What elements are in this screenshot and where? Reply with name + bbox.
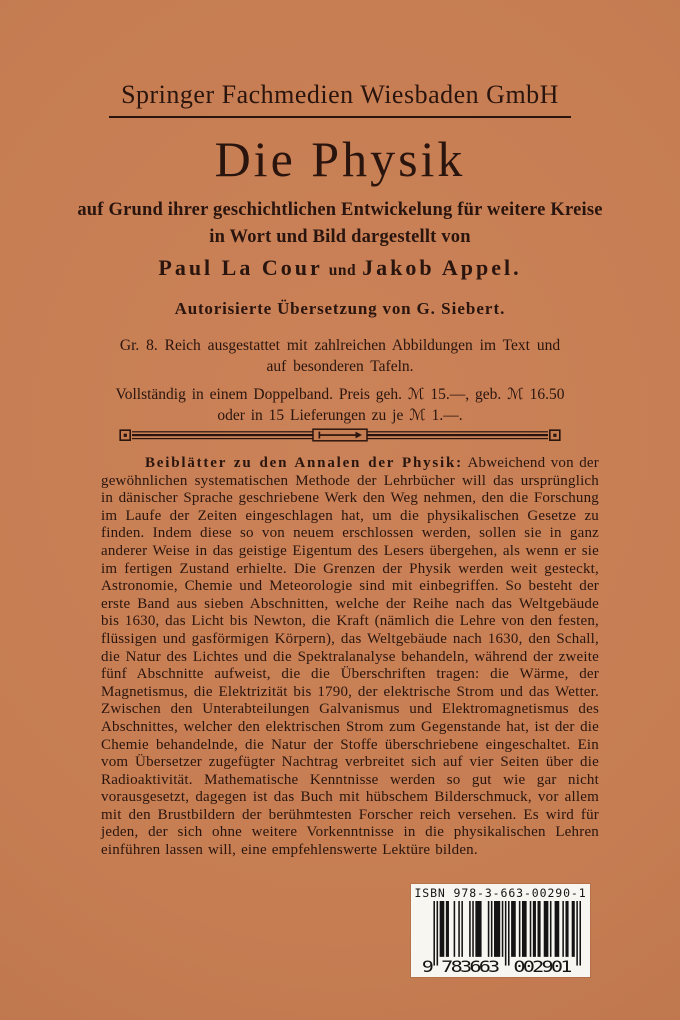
publisher-header xyxy=(0,80,680,118)
subtitle-line-2: in Wort und Bild dargestellt von xyxy=(209,227,471,247)
author-2: Jakob Appel. xyxy=(362,255,522,280)
mark-currency-symbol: ℳ xyxy=(407,385,425,403)
isbn-barcode xyxy=(411,884,590,977)
edition-note-line-1: Gr. 8. Reich ausgestattet mit zahlreichen Abbildungen im Text und xyxy=(119,337,561,354)
ean13-bars-icon xyxy=(411,901,590,973)
edition-note-line-2: auf besonderen Tafeln. xyxy=(266,358,414,375)
edition-note xyxy=(0,335,680,377)
svg-text:002901: 002901 xyxy=(512,957,572,973)
mark-currency-symbol: ℳ xyxy=(507,385,524,403)
review-paragraph xyxy=(101,455,599,860)
isbn-number: ISBN 978-3-663-00290-1 xyxy=(414,886,587,900)
author-1: Paul La Cour xyxy=(158,255,323,280)
authors-conjunction: und xyxy=(328,262,357,279)
authors-line xyxy=(0,255,680,281)
translator-name: G. Siebert. xyxy=(416,299,506,318)
price-note-line-1: Vollständig in einem Doppelband. Preis geh. ℳ 15.—, geb. ℳ 16.50 xyxy=(115,385,565,403)
mark-currency-symbol: ℳ xyxy=(409,406,426,424)
ornamental-divider xyxy=(0,427,680,445)
svg-text:783663: 783663 xyxy=(440,957,500,973)
price-note-line-2: oder in 15 Lieferungen zu je ℳ 1.—. xyxy=(217,406,463,424)
book-title: Die Physik xyxy=(214,131,466,187)
subtitle-line-1: auf Grund ihrer geschichtlichen Entwickelung für weitere Kreise xyxy=(77,200,603,220)
divider-rule-icon xyxy=(119,427,561,443)
svg-text:9: 9 xyxy=(421,957,434,973)
book-subtitle xyxy=(0,197,680,251)
review-source-lead: Beiblätter zu den Annalen der Physik: xyxy=(145,455,463,471)
review-body-text: Abweichend von der gewöhnlichen systematischen Methode der Lehrbücher will das ursprünglich in dänischer Sprache geschriebene Werk den Weg nehmen, den die Forschung im Laufe der Zeiten eingeschlagen hat, um die physikalischen Gesetze zu finden. Indem diese so von neuem erschlossen werden, sollen sie in ganz anderer Weise in das geistige Eigentum des Lesers übergehen, als wenn er sie im fertigen Zustand erhielte. Die Grenzen der Physik werden weit gesteckt, Astronomie, Chemie und Meteorologie sind mit einbegriffen. So besteht der erste Band aus sieben Abschnitten, welche der Reihe nach das Weltgebäude bis 1630, das Licht bis Newton, die Kraft (nämlich die Lehre von den festen, flüssigen und gasförmigen Körpern), das Weltgebäude nach 1630, den Schall, die Natur des Lichtes und die Spektralanalyse behandeln, während der zweite fünf Abschnitte aufweist, die die Überschriften tragen: die Wärme, der Magnetismus, die Elektrizität bis 1790, der elektrische Strom und das Wetter. Zwischen den Unterabteilungen Galvanismus und Elektromagnetismus des Abschnittes, welcher den elektrischen Strom zum Gegenstande hat, ist der die Chemie behandelnde, die Natur der Stoffe überschriebene eingeschaltet. Ein vom Übersetzer zugefügter Nachtrag verbreitet sich auf vier Seiten über die Radioaktivität. Mathematische Kenntnisse werden so gut wie gar nicht vorausgesetzt, dagegen ist das Buch mit hübschem Bilderschmuck, vor allem mit den Brustbildern der berühmtesten Forscher reich versehen. Es wird für jeden, der sich ohne weitere Vorkenntnisse in die physikalischen Lehren einführen lassen will, eine empfehlenswerte Lektüre bilden. xyxy=(101,455,599,859)
translation-credit xyxy=(0,299,680,319)
translation-prefix: Autorisierte Übersetzung von xyxy=(174,299,412,318)
publisher-name: Springer Fachmedien Wiesbaden GmbH xyxy=(109,80,571,118)
price-note xyxy=(0,384,680,426)
